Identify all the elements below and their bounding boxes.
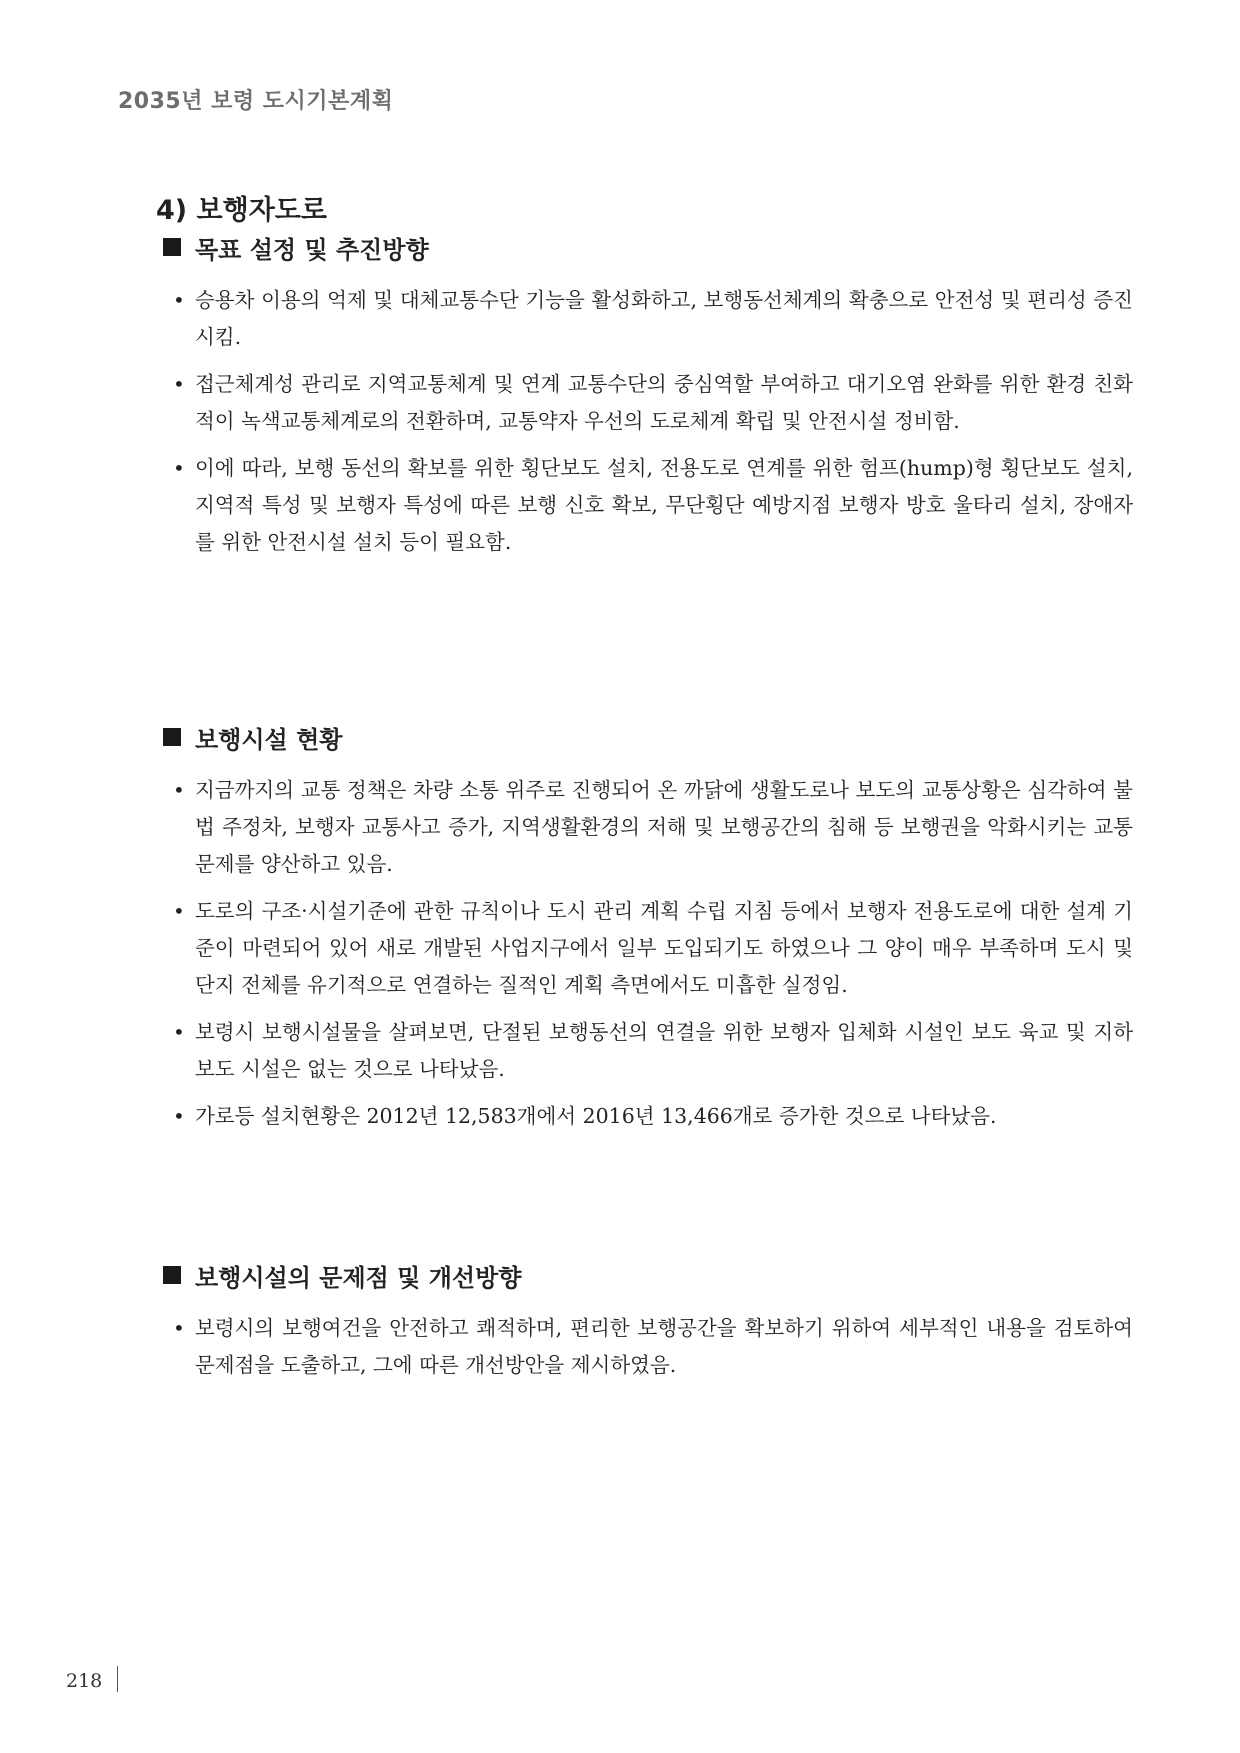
black-square-icon bbox=[163, 238, 181, 256]
bullet-icon: • bbox=[173, 1020, 185, 1044]
subsection-problems bbox=[163, 1258, 1133, 1394]
list-item-text: 가로등 설치현황은 2012년 12,583개에서 2016년 13,466개로 증가한 것으로 나타났음. bbox=[195, 1104, 997, 1128]
bullet-list bbox=[163, 1310, 1133, 1384]
bullet-icon: • bbox=[173, 288, 185, 312]
list-item-text: 이에 따라, 보행 동선의 확보를 위한 횡단보도 설치, 전용도로 연계를 위한 험프(hump)형 횡단보도 설치, 지역적 특성 및 보행자 특성에 따른 보행 신호 확보, 무단횡단 예방지점 보행자 방호 울타리 설치, 장애자를 위한 안전시설 설치 등이 필요함. bbox=[195, 456, 1133, 554]
list-item-text: 지금까지의 교통 정책은 차량 소통 위주로 진행되어 온 까닭에 생활도로나 보도의 교통상황은 심각하여 불법 주정차, 보행자 교통사고 증가, 지역생활환경의 저해 및 보행공간의 침해 등 보행권을 악화시키는 교통 문제를 양산하고 있음. bbox=[195, 778, 1133, 876]
running-header-title: 2035년 보령 도시기본계획 bbox=[118, 89, 394, 114]
black-square-icon bbox=[163, 728, 181, 746]
list-item bbox=[163, 1098, 1133, 1135]
list-item-text: 보령시의 보행여건을 안전하고 쾌적하며, 편리한 보행공간을 확보하기 위하여 세부적인 내용을 검토하여 문제점을 도출하고, 그에 따른 개선방안을 제시하였음. bbox=[195, 1316, 1133, 1377]
subsection-goals bbox=[163, 230, 1133, 571]
subsection-heading bbox=[163, 720, 1133, 754]
subsection-heading-text: 목표 설정 및 추진방향 bbox=[195, 235, 429, 264]
list-item-text: 도로의 구조·시설기준에 관한 규칙이나 도시 관리 계획 수립 지침 등에서 보행자 전용도로에 대한 설계 기준이 마련되어 있어 새로 개발된 사업지구에서 일부 도입되기도 하였으나 그 양이 매우 부족하며 도시 및 단지 전체를 유기적으로 연결하는 질적인 계획 측면에서도 미흡한 실정임. bbox=[195, 899, 1133, 997]
subsection-heading bbox=[163, 230, 1133, 264]
bullet-icon: • bbox=[173, 1316, 185, 1340]
list-item bbox=[163, 282, 1133, 356]
subsection-status bbox=[163, 720, 1133, 1145]
subsection-heading-text: 보행시설의 문제점 및 개선방향 bbox=[195, 1263, 522, 1292]
list-item bbox=[163, 1310, 1133, 1384]
list-item bbox=[163, 1014, 1133, 1088]
black-square-icon bbox=[163, 1266, 181, 1284]
bullet-icon: • bbox=[173, 372, 185, 396]
list-item bbox=[163, 366, 1133, 440]
page-number-divider bbox=[117, 1666, 118, 1692]
bullet-icon: • bbox=[173, 1104, 185, 1128]
bullet-icon: • bbox=[173, 899, 185, 923]
list-item-text: 접근체계성 관리로 지역교통체계 및 연계 교통수단의 중심역할 부여하고 대기오염 완화를 위한 환경 친화적이 녹색교통체계로의 전환하며, 교통약자 우선의 도로체계 확립 및 안전시설 정비함. bbox=[195, 372, 1133, 433]
list-item-text: 승용차 이용의 억제 및 대체교통수단 기능을 활성화하고, 보행동선체계의 확충으로 안전성 및 편리성 증진시킴. bbox=[195, 288, 1133, 349]
list-item-text: 보령시 보행시설물을 살펴보면, 단절된 보행동선의 연결을 위한 보행자 입체화 시설인 보도 육교 및 지하보도 시설은 없는 것으로 나타났음. bbox=[195, 1020, 1133, 1081]
bullet-list bbox=[163, 772, 1133, 1135]
list-item bbox=[163, 450, 1133, 561]
subsection-heading-text: 보행시설 현황 bbox=[195, 725, 343, 754]
subsection-heading bbox=[163, 1258, 1133, 1292]
list-item bbox=[163, 772, 1133, 883]
page-number: 218 bbox=[66, 1670, 103, 1692]
bullet-icon: • bbox=[173, 778, 185, 802]
bullet-list bbox=[163, 282, 1133, 561]
bullet-icon: • bbox=[173, 456, 185, 480]
list-item bbox=[163, 893, 1133, 1004]
section-title: 4) 보행자도로 bbox=[156, 195, 327, 226]
